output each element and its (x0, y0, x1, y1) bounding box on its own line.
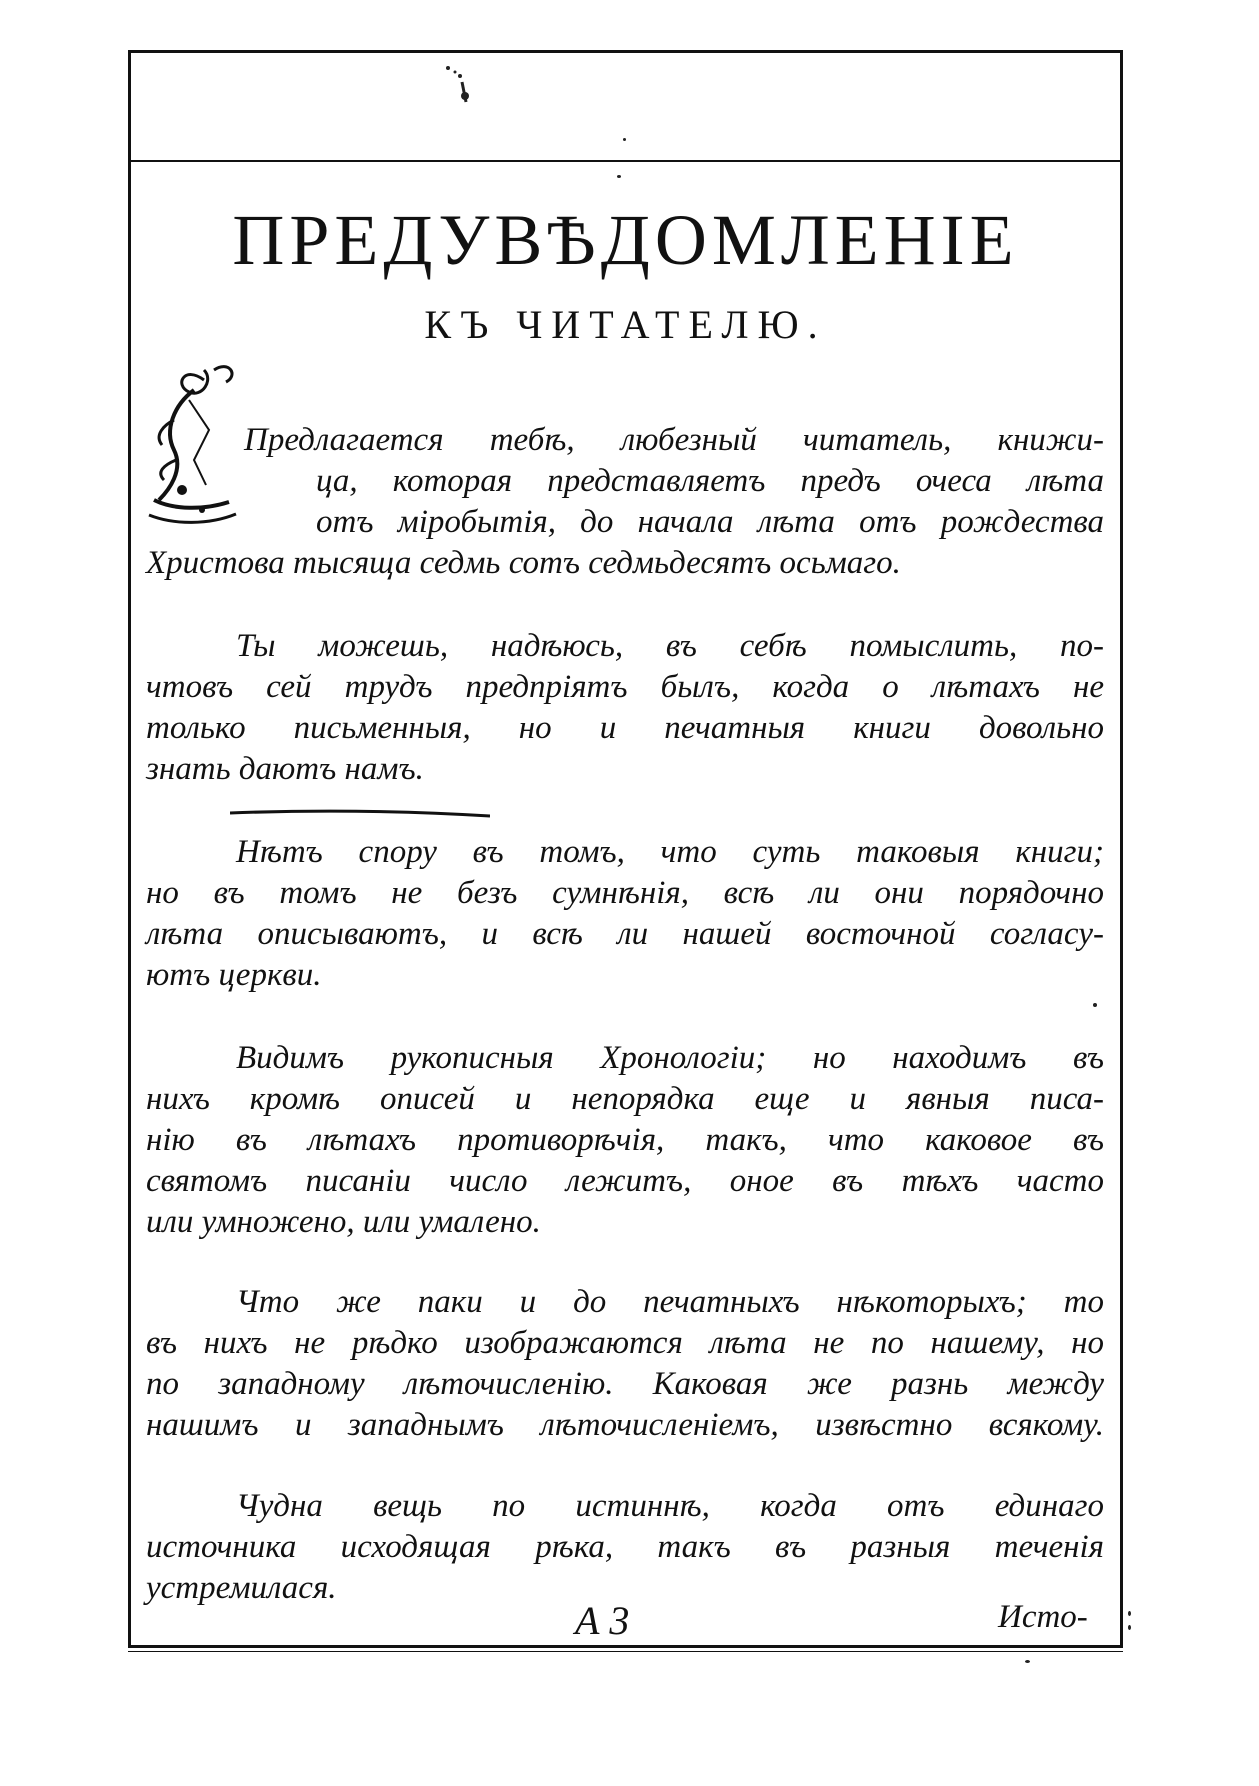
paragraph-line: Нѣтъ спору въ томъ, что суть таковыя книги; (236, 834, 1104, 870)
ink-dash-mark (230, 808, 490, 818)
signature-mark: А 3 (575, 1598, 630, 1643)
ink-speck (617, 175, 621, 178)
paragraph-1 (244, 420, 1104, 461)
paragraph-line: отъ міробытія, до начала лѣта отъ рождества (316, 504, 1104, 540)
paragraph-line: въ нихъ не рѣдко изображаются лѣта не по нашему, но (146, 1325, 1104, 1361)
paragraph-line: знать даютъ намъ. (146, 751, 424, 787)
printing-specks (440, 62, 500, 122)
paragraph-line: ца, которая представляетъ предъ очеса лѣта (316, 463, 1104, 499)
paragraph-line: нію въ лѣтахъ противорѣчія, такъ, что каковое въ (146, 1122, 1104, 1158)
paragraph-line: нихъ кромѣ описей и непорядка еще и явныя писа- (146, 1081, 1104, 1117)
ink-speck (1128, 1611, 1131, 1616)
paragraph-line: Чудна вещь по истиннѣ, когда отъ единаго (236, 1488, 1104, 1524)
page-subtitle: КЪ ЧИТАТЕЛЮ. (424, 302, 827, 347)
paragraph-line: устремилася. (146, 1570, 337, 1606)
ink-speck (1025, 1660, 1030, 1663)
paragraph-line: нашимъ и западнымъ лѣточисленіемъ, извѣстно всякому. (146, 1407, 1104, 1443)
header-rule (128, 160, 1123, 162)
paragraph-line: Видимъ рукописныя Хронологіи; но находимъ въ (236, 1040, 1104, 1076)
ink-speck (623, 138, 626, 141)
paragraph-1-end (146, 543, 1104, 584)
paragraph-4 (236, 1038, 1104, 1079)
paragraph-line: лѣта описываютъ, и всѣ ли нашей восточной согласу- (146, 916, 1104, 952)
paragraph-1-cont2 (316, 502, 1104, 543)
paragraph-line: но въ томъ не безъ сумнѣнія, всѣ ли они порядочно (146, 875, 1104, 911)
bottom-border-rule (128, 1645, 1123, 1648)
paragraph-line: святомъ писаніи число лежитъ, оное въ тѣхъ часто (146, 1163, 1104, 1199)
ink-speck (1128, 1625, 1131, 1630)
paragraph-line: ютъ церкви. (146, 957, 322, 993)
paragraph-line: или умножено, или умалено. (146, 1204, 541, 1240)
page-title: ПРЕДУВѢДОМЛЕНІЕ (232, 200, 1019, 280)
paragraph-5-body (146, 1323, 1104, 1446)
paragraph-3 (236, 832, 1104, 873)
paragraph-line: по западному лѣточисленію. Каковая же разнь между (146, 1366, 1104, 1402)
paragraph-line: Христова тысяща седмь сотъ седмьдесятъ осьмаго. (146, 545, 901, 581)
paragraph-line: только письменныя, но и печатныя книги довольно (146, 710, 1104, 746)
paragraph-5 (236, 1282, 1104, 1323)
bottom-border-thin-rule (128, 1651, 1123, 1652)
paragraph-line: чтовъ сей трудъ предпріятъ былъ, когда о лѣтахъ не (146, 669, 1104, 705)
ink-speck (1093, 1003, 1097, 1007)
paragraph-line: Ты можешь, надѣюсь, въ себѣ помыслить, по- (236, 628, 1104, 664)
paragraph-4-body (146, 1079, 1104, 1243)
paragraph-2 (236, 626, 1104, 667)
paragraph-6 (236, 1486, 1104, 1527)
paragraph-line: Предлагается тебѣ, любезный читатель, книжи- (244, 422, 1104, 458)
paragraph-1-cont (316, 461, 1104, 502)
paragraph-line: источника исходящая рѣка, такъ въ разныя теченія (146, 1529, 1104, 1565)
catchword: Исто- (998, 1599, 1088, 1635)
paragraph-3-body (146, 873, 1104, 996)
paragraph-line: Что же паки и до печатныхъ нѣкоторыхъ; то (236, 1284, 1104, 1320)
paragraph-2-body (146, 667, 1104, 790)
decorative-initial-flourish (144, 360, 246, 535)
